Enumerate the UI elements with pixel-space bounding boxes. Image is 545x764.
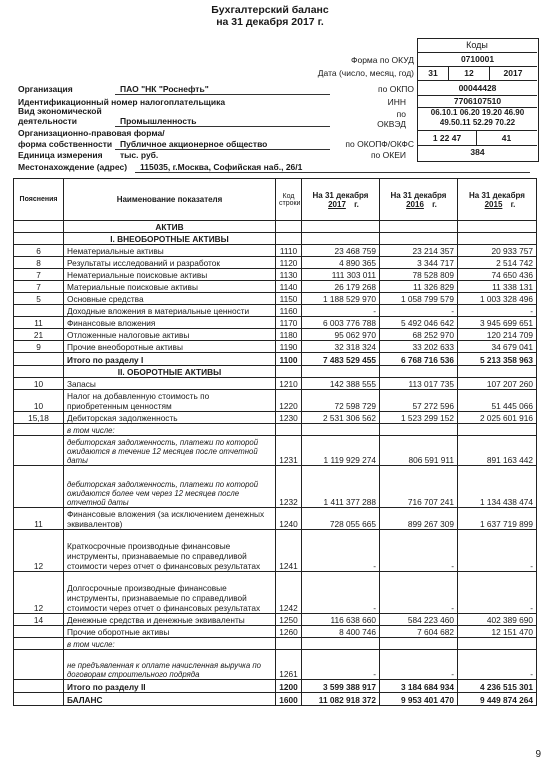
row-name: Доходные вложения в материальные ценности (64, 305, 276, 317)
header-year-num: 2015 (484, 199, 503, 209)
row-value-2016: - (380, 305, 458, 317)
row-value-2017: 4 890 365 (302, 257, 380, 269)
row-value-2017: 72 598 729 (302, 390, 380, 412)
okved-value (418, 108, 537, 131)
row-code: 1130 (276, 269, 302, 281)
row-val (302, 366, 380, 378)
address-label: Местонахождение (адрес) (18, 162, 128, 172)
header-year-num: 2016 (406, 199, 424, 209)
total-row (14, 693, 537, 706)
row-value-2016: 1 058 799 579 (380, 293, 458, 305)
date-day: 31 (418, 67, 449, 80)
okved-label-2: ОКВЭД (377, 119, 406, 129)
date-label: Дата (число, месяц, год) (317, 68, 414, 78)
row-note: 10 (14, 378, 64, 390)
row-code: 1260 (276, 626, 302, 638)
row-name: Основные средства (64, 293, 276, 305)
row-value-2016 (380, 424, 458, 436)
header-year-2016 (380, 179, 458, 221)
row-code (276, 366, 302, 378)
row-val (380, 233, 458, 245)
row-value-2017: 32 318 324 (302, 341, 380, 353)
balance-table (13, 178, 537, 706)
row-value-2017: 111 303 011 (302, 269, 380, 281)
row-note: 9 (14, 341, 64, 353)
total-row (14, 680, 537, 693)
form-label-1: Организационно-правовая форма/ (18, 128, 165, 138)
row-value-2016: 6 768 716 536 (380, 353, 458, 366)
row-note (14, 353, 64, 366)
row-value-2017: - (302, 650, 380, 680)
row-note (14, 626, 64, 638)
date-month: 12 (449, 67, 490, 80)
row-value-2017: 6 003 776 788 (302, 317, 380, 329)
row-code: 1232 (276, 466, 302, 508)
table-row (14, 508, 537, 530)
row-code: 1180 (276, 329, 302, 341)
activity-label-2: деятельности (18, 116, 77, 126)
row-note (14, 693, 64, 706)
row-val (380, 366, 458, 378)
section-row (14, 366, 537, 378)
table-row (14, 305, 537, 317)
row-code (276, 233, 302, 245)
org-label: Организация (18, 84, 73, 94)
corner-mark: 9 (535, 749, 541, 760)
row-value-2016: 3 184 684 934 (380, 680, 458, 693)
row-value-2016: 899 267 309 (380, 508, 458, 530)
row-code (276, 424, 302, 436)
row-code: 1261 (276, 650, 302, 680)
row-code: 1110 (276, 245, 302, 257)
okved-value-1: 06.10.1 06.20 19.20 46.90 (430, 108, 525, 117)
row-value-2016: - (380, 650, 458, 680)
okopf-value: 1 22 47 (418, 131, 477, 145)
header-year-num: 2017 (328, 199, 346, 209)
row-note (14, 366, 64, 378)
row-value-2016: 806 591 911 (380, 436, 458, 466)
row-value-2017 (302, 424, 380, 436)
header-code-line1: Код (282, 192, 295, 200)
table-row (14, 390, 537, 412)
row-note (14, 424, 64, 436)
row-value-2017: 1 188 529 970 (302, 293, 380, 305)
org-value: ПАО "НК "Роснефть" (120, 84, 209, 94)
header-code (276, 179, 302, 221)
row-note: 12 (14, 530, 64, 572)
header-note: Пояснения (14, 179, 64, 221)
row-code: 1160 (276, 305, 302, 317)
section-row (14, 233, 537, 245)
section-title: I. ВНЕОБОРОТНЫЕ АКТИВЫ (64, 233, 276, 245)
row-code: 1120 (276, 257, 302, 269)
row-value-2017: 142 388 555 (302, 378, 380, 390)
inn-value: 7706107510 (418, 96, 537, 108)
row-code (276, 638, 302, 650)
row-val (458, 366, 537, 378)
table-row (14, 341, 537, 353)
row-value-2015: 2 514 742 (458, 257, 537, 269)
row-name: Нематериальные поисковые активы (64, 269, 276, 281)
row-value-2016: 113 017 735 (380, 378, 458, 390)
row-value-2015: 4 236 515 301 (458, 680, 537, 693)
row-value-2017: 23 468 759 (302, 245, 380, 257)
table-row (14, 530, 537, 572)
row-code: 1140 (276, 281, 302, 293)
row-value-2016: 584 223 460 (380, 614, 458, 626)
okopf-codes (418, 131, 537, 146)
row-name: Итого по разделу I (64, 353, 276, 366)
row-note (14, 436, 64, 466)
row-value-2017: 728 055 665 (302, 508, 380, 530)
row-note (14, 221, 64, 233)
row-name: в том числе: (64, 638, 276, 650)
row-code: 1210 (276, 378, 302, 390)
row-note (14, 466, 64, 508)
section-row (14, 221, 537, 233)
row-note: 11 (14, 508, 64, 530)
row-value-2015: - (458, 530, 537, 572)
row-value-2017: 1 411 377 288 (302, 466, 380, 508)
row-code: 1190 (276, 341, 302, 353)
row-value-2017: 116 638 660 (302, 614, 380, 626)
row-name: Краткосрочные производные финансовые инструменты, признаваемые по справедливой стоимости через отчет о финансовых результатах (64, 530, 276, 572)
row-name: Финансовые вложения (за исключением денежных эквивалентов) (64, 508, 276, 530)
table-row (14, 436, 537, 466)
row-note: 14 (14, 614, 64, 626)
row-value-2015: 11 338 131 (458, 281, 537, 293)
row-value-2015: 891 163 442 (458, 436, 537, 466)
row-value-2015: 3 945 699 651 (458, 317, 537, 329)
row-name: дебиторская задолженность, платежи по которой ожидаются в течение 12 месяцев после отчетной даты (64, 436, 276, 466)
table-row (14, 466, 537, 508)
row-value-2015: 5 213 358 963 (458, 353, 537, 366)
row-value-2016 (380, 638, 458, 650)
row-name: дебиторская задолженность, платежи по которой ожидаются более чем через 12 месяцев после отчетной даты (64, 466, 276, 508)
header-year-2015 (458, 179, 537, 221)
header-year-label: На 31 декабря (312, 190, 369, 200)
header-name: Наименование показателя (64, 179, 276, 221)
row-value-2017: 3 599 388 917 (302, 680, 380, 693)
row-name: в том числе: (64, 424, 276, 436)
table-row (14, 269, 537, 281)
row-code: 1220 (276, 390, 302, 412)
row-note (14, 680, 64, 693)
row-name: Дебиторская задолженность (64, 412, 276, 424)
row-note: 6 (14, 245, 64, 257)
section-title: АКТИВ (64, 221, 276, 233)
row-code: 1250 (276, 614, 302, 626)
row-name: Отложенные налоговые активы (64, 329, 276, 341)
header-year-label: На 31 декабря (390, 190, 447, 200)
row-name: Материальные поисковые активы (64, 281, 276, 293)
row-note: 7 (14, 269, 64, 281)
row-name: Долгосрочные производные финансовые инструменты, признаваемые по справедливой стоимости через отчет о финансовых результатах (64, 572, 276, 614)
okfs-value: 41 (501, 133, 512, 143)
row-val (302, 233, 380, 245)
row-value-2015: 51 445 066 (458, 390, 537, 412)
row-value-2016: 3 344 717 (380, 257, 458, 269)
row-value-2015: 107 207 260 (458, 378, 537, 390)
activity-label-1: Вид экономической (18, 106, 102, 116)
row-val (458, 233, 537, 245)
okud-value: 0710001 (418, 53, 537, 67)
row-value-2016: 9 953 401 470 (380, 693, 458, 706)
row-value-2016: - (380, 530, 458, 572)
row-note (14, 650, 64, 680)
table-row (14, 378, 537, 390)
form-value: Публичное акционерное общество (120, 139, 268, 149)
row-name: Результаты исследований и разработок (64, 257, 276, 269)
header-year-suffix: г. (432, 199, 437, 209)
date-year: 2017 (503, 68, 523, 78)
okopf-label: по ОКОПФ/ОКФС (345, 139, 414, 149)
table-row (14, 281, 537, 293)
row-value-2016: 33 202 633 (380, 341, 458, 353)
table-row (14, 257, 537, 269)
row-value-2017: 26 179 268 (302, 281, 380, 293)
table-row (14, 412, 537, 424)
row-name: Запасы (64, 378, 276, 390)
row-value-2015: 1 003 328 496 (458, 293, 537, 305)
activity-value: Промышленность (120, 116, 197, 126)
row-code: 1241 (276, 530, 302, 572)
row-note: 5 (14, 293, 64, 305)
row-value-2016: 5 492 046 642 (380, 317, 458, 329)
row-value-2015: 12 151 470 (458, 626, 537, 638)
row-value-2015: 1 134 438 474 (458, 466, 537, 508)
document-title: Бухгалтерский баланс (211, 4, 329, 16)
okved-label-1: по (396, 109, 406, 119)
row-name: Налог на добавленную стоимость по приобретенным ценностям (64, 390, 276, 412)
row-value-2016: - (380, 572, 458, 614)
row-value-2016: 11 326 829 (380, 281, 458, 293)
row-value-2015: - (458, 572, 537, 614)
row-code: 1231 (276, 436, 302, 466)
okei-label: по ОКЕИ (370, 150, 406, 160)
okpo-label: по ОКПО (378, 84, 414, 94)
table-row (14, 245, 537, 257)
table-row (14, 614, 537, 626)
table-row (14, 329, 537, 341)
row-name: Прочие внеоборотные активы (64, 341, 276, 353)
okei-value: 384 (470, 147, 485, 157)
row-name: Итого по разделу II (64, 680, 276, 693)
row-value-2017: 95 062 970 (302, 329, 380, 341)
row-value-2015: 2 025 601 916 (458, 412, 537, 424)
document-date: на 31 декабря 2017 г. (216, 16, 324, 28)
row-val (302, 221, 380, 233)
section-title: II. ОБОРОТНЫЕ АКТИВЫ (64, 366, 276, 378)
row-value-2016: 68 252 970 (380, 329, 458, 341)
table-header-row (14, 179, 537, 221)
header-year-value (305, 200, 376, 209)
row-note (14, 233, 64, 245)
row-value-2017: 8 400 746 (302, 626, 380, 638)
row-note: 12 (14, 572, 64, 614)
row-name: Прочие оборотные активы (64, 626, 276, 638)
header-year-value (461, 200, 533, 209)
row-code: 1600 (276, 693, 302, 706)
row-value-2016: 23 214 357 (380, 245, 458, 257)
row-value-2017: 1 119 929 274 (302, 436, 380, 466)
inn-label: ИНН (387, 97, 406, 107)
row-code: 1230 (276, 412, 302, 424)
row-value-2017: - (302, 530, 380, 572)
table-row (14, 293, 537, 305)
table-row (14, 424, 537, 436)
row-value-2015: 402 389 690 (458, 614, 537, 626)
row-value-2015: 9 449 874 264 (458, 693, 537, 706)
table-row (14, 317, 537, 329)
address-value: 115035, г.Москва, Софийская наб., 26/1 (140, 162, 303, 172)
row-code: 1150 (276, 293, 302, 305)
row-code: 1170 (276, 317, 302, 329)
codes-label: Коды (417, 38, 537, 53)
row-code: 1200 (276, 680, 302, 693)
row-value-2016: 57 272 596 (380, 390, 458, 412)
row-value-2017: 11 082 918 372 (302, 693, 380, 706)
row-value-2016: 1 523 299 152 (380, 412, 458, 424)
row-name: Денежные средства и денежные эквиваленты (64, 614, 276, 626)
row-note (14, 305, 64, 317)
row-note: 7 (14, 281, 64, 293)
header-code-line2: строки (279, 199, 301, 207)
row-val (380, 221, 458, 233)
okved-value-2: 49.50.11 52.29 70.22 (439, 118, 516, 127)
date-codes (418, 67, 537, 81)
row-code: 1100 (276, 353, 302, 366)
row-value-2016: 78 528 809 (380, 269, 458, 281)
row-value-2017 (302, 638, 380, 650)
row-value-2015: 1 637 719 899 (458, 508, 537, 530)
header-year-value (383, 200, 454, 209)
inn-long-label: Идентификационный номер налогоплательщика (18, 97, 226, 107)
unit-label: Единица измерения (18, 150, 103, 160)
row-value-2015 (458, 424, 537, 436)
row-value-2015 (458, 638, 537, 650)
row-value-2015: 20 933 757 (458, 245, 537, 257)
row-note: 8 (14, 257, 64, 269)
row-val (458, 221, 537, 233)
row-value-2017: 2 531 306 562 (302, 412, 380, 424)
row-name: БАЛАНС (64, 693, 276, 706)
row-code: 1242 (276, 572, 302, 614)
total-row (14, 353, 537, 366)
row-note: 21 (14, 329, 64, 341)
row-value-2016: 7 604 682 (380, 626, 458, 638)
row-value-2015: 74 650 436 (458, 269, 537, 281)
unit-value: тыс. руб. (120, 150, 159, 160)
row-value-2015: - (458, 650, 537, 680)
row-name: Финансовые вложения (64, 317, 276, 329)
row-value-2015: 120 214 709 (458, 329, 537, 341)
header-year-suffix: г. (354, 199, 359, 209)
row-name: Нематериальные активы (64, 245, 276, 257)
header-year-suffix: г. (510, 199, 516, 209)
row-value-2017: - (302, 572, 380, 614)
row-value-2016: 716 707 241 (380, 466, 458, 508)
table-row (14, 572, 537, 614)
header-year-2017 (302, 179, 380, 221)
row-note: 15,18 (14, 412, 64, 424)
row-note: 10 (14, 390, 64, 412)
table-row (14, 638, 537, 650)
row-note (14, 638, 64, 650)
row-value-2017: 7 483 529 455 (302, 353, 380, 366)
okpo-value: 00044428 (418, 81, 537, 96)
row-code (276, 221, 302, 233)
header-year-label: На 31 декабря (469, 190, 525, 200)
row-note: 11 (14, 317, 64, 329)
table-row (14, 626, 537, 638)
row-value-2015: - (458, 305, 537, 317)
table-row (14, 650, 537, 680)
row-value-2015: 34 679 041 (458, 341, 537, 353)
form-label-2: форма собственности (18, 139, 113, 149)
row-code: 1240 (276, 508, 302, 530)
row-value-2017: - (302, 305, 380, 317)
okud-label: Форма по ОКУД (351, 55, 414, 65)
row-name: не предъявленная к оплате начисленная выручка по договорам строительного подряда (64, 650, 276, 680)
